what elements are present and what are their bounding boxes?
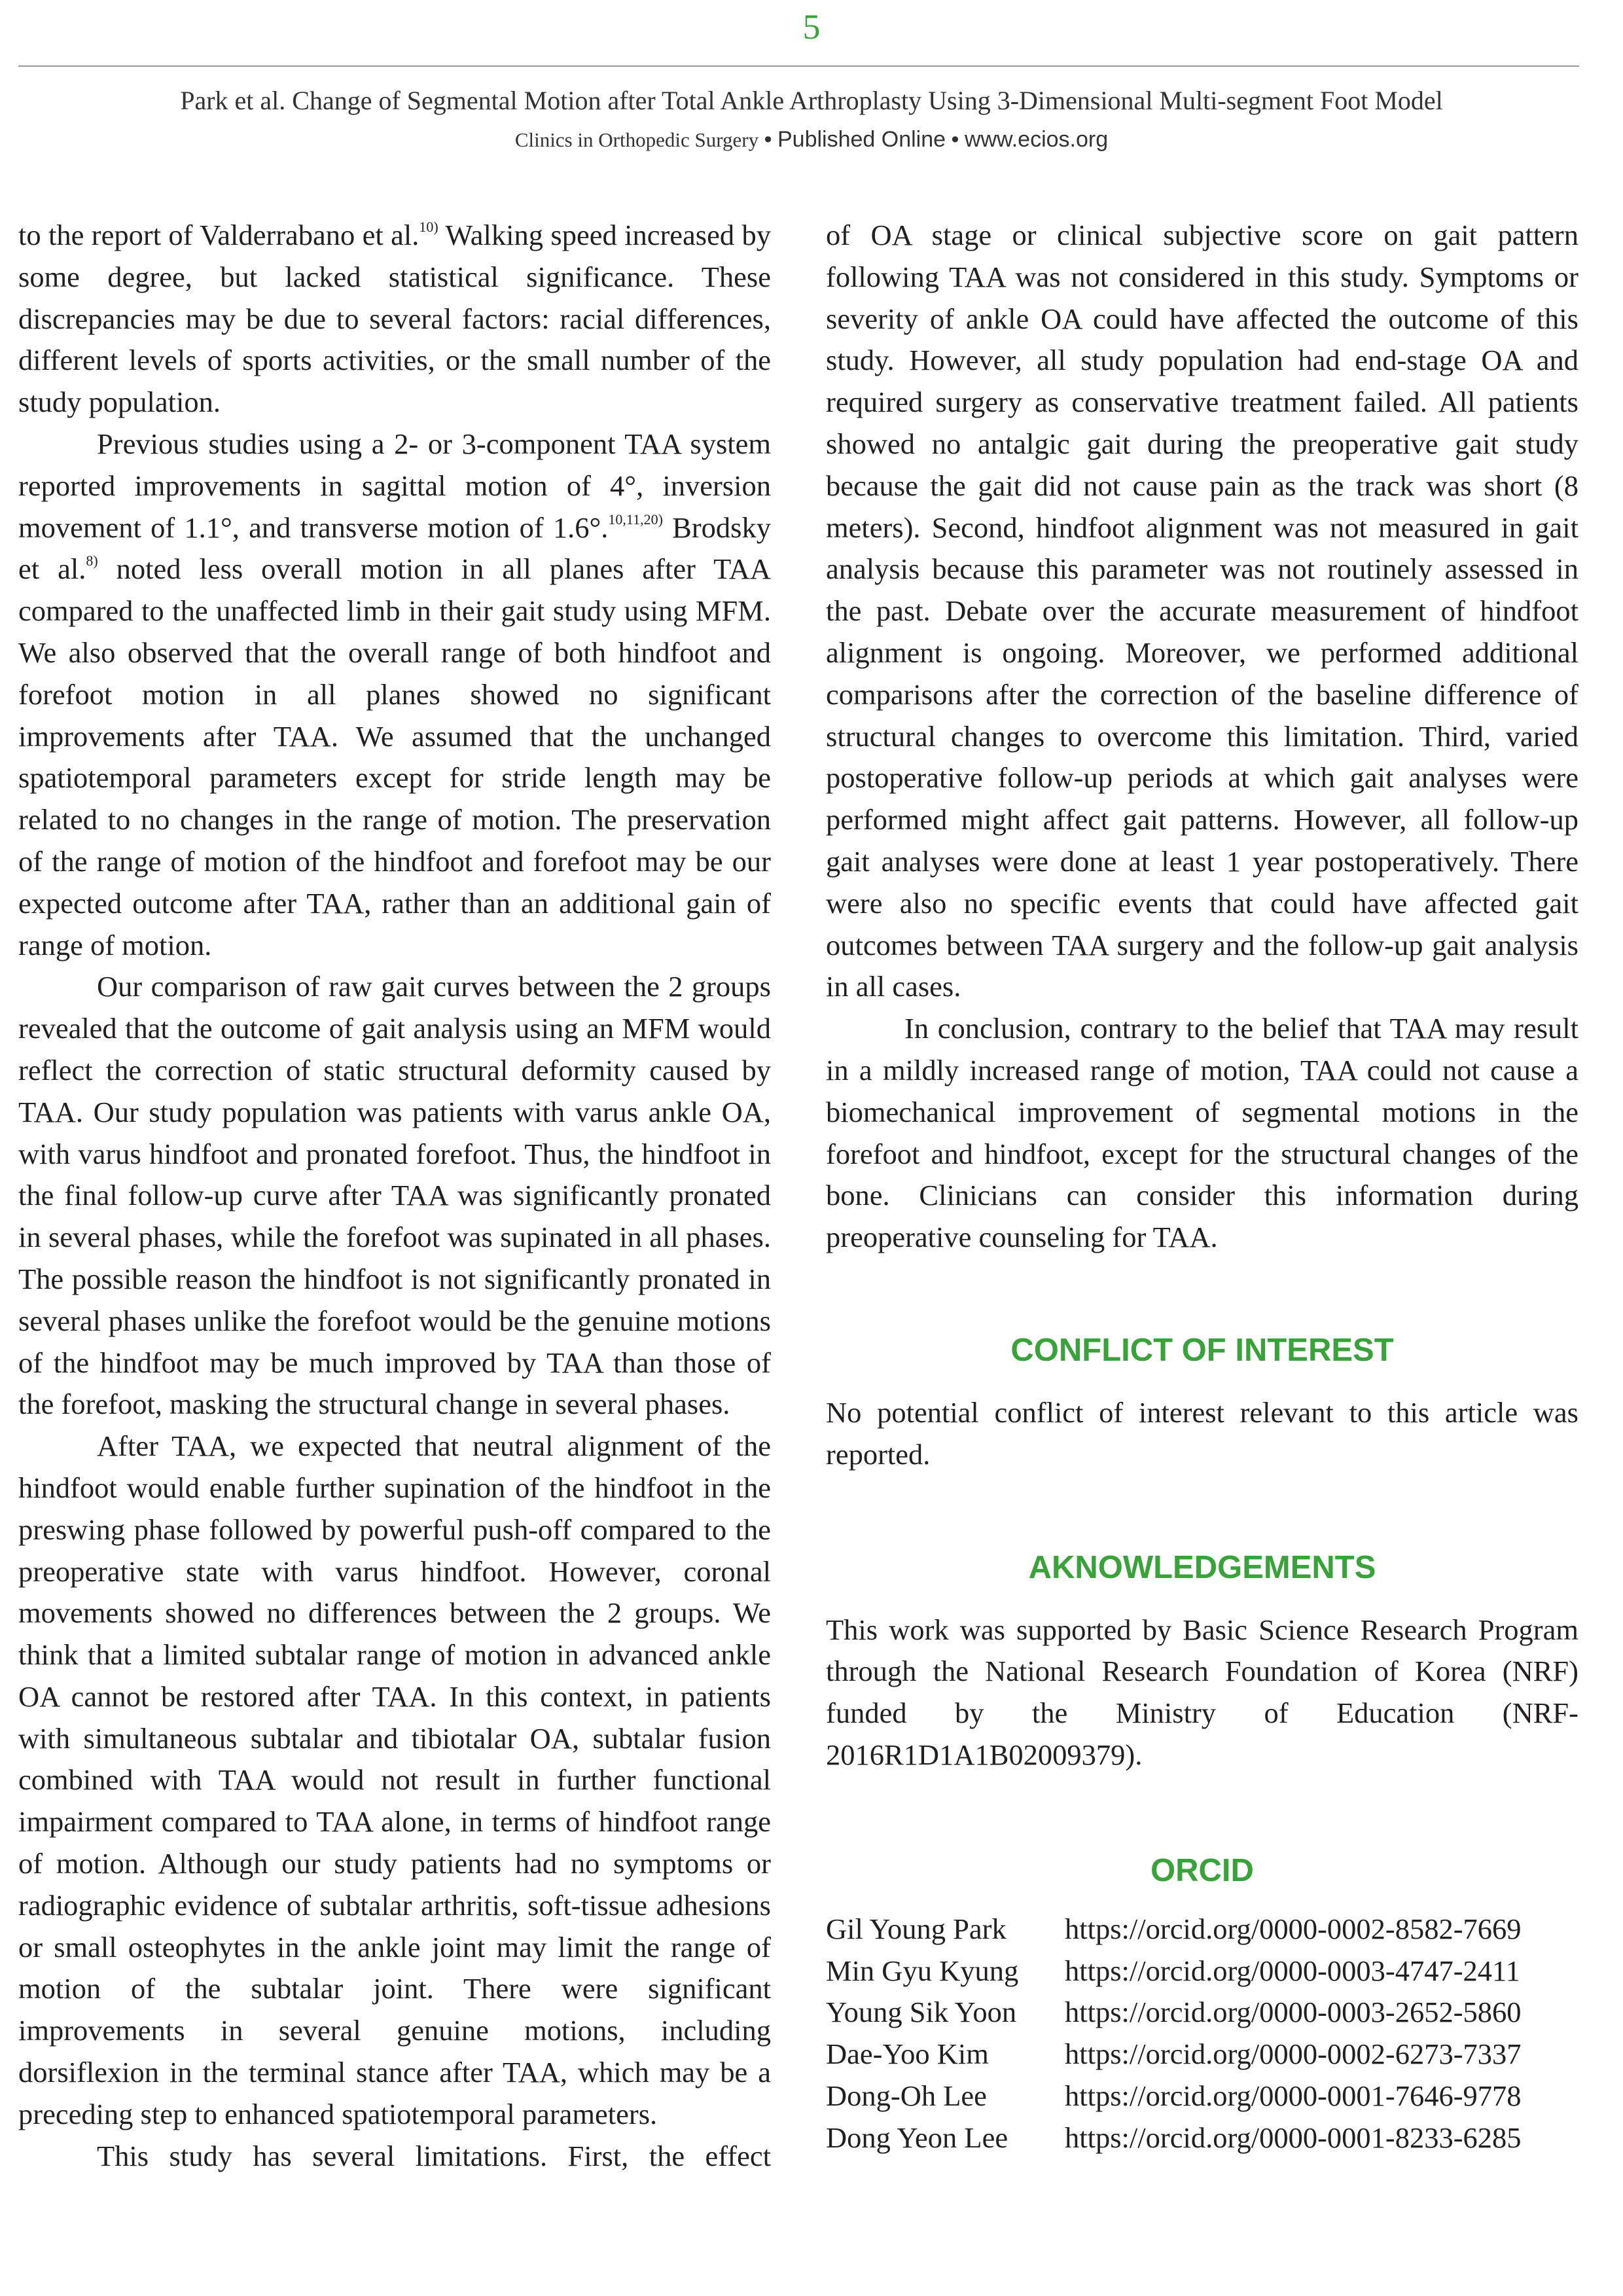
orcid-link[interactable]: https://orcid.org/0000-0002-8582-7669 (1065, 1912, 1522, 1945)
author-name: Dae-Yoo Kim (826, 2037, 989, 2071)
citation-ref[interactable]: 10,11,20) (608, 511, 663, 528)
orcid-url (1065, 1950, 1520, 1992)
orcid-list (826, 1909, 1578, 2159)
author-name: Gil Young Park (826, 1912, 1007, 1945)
orcid-entry (826, 1992, 1578, 2034)
acknowledgements-heading: AKNOWLEDGEMENTS (1028, 1549, 1376, 1585)
journal-line (0, 128, 1623, 152)
bullet-separator: • (764, 127, 772, 152)
orcid-entry (826, 2034, 1578, 2075)
paragraph-previous-studies (18, 423, 771, 966)
left-column (18, 215, 771, 2177)
citation-ref[interactable]: 10) (419, 219, 438, 235)
bullet-separator: • (951, 127, 959, 152)
orcid-url (1065, 2117, 1522, 2159)
header-divider (18, 65, 1579, 67)
orcid-link[interactable]: https://orcid.org/0000-0001-7646-9778 (1065, 2079, 1522, 2112)
citation-ref[interactable]: 8) (86, 552, 98, 569)
journal-name: Clinics in Orthopedic Surgery (514, 128, 759, 151)
orcid-entry (826, 2117, 1578, 2159)
text-run: to the report of Valderrabano et al. (18, 219, 419, 251)
text-run: Brodsky et al. (18, 511, 771, 586)
page-number: 5 (802, 7, 821, 46)
orcid-url (1065, 2034, 1522, 2075)
orcid-entry (826, 1950, 1578, 1992)
text-run: Previous studies using a 2- or 3-component TAA system reported improvements in sagittal motion of 4°, inversion movement of 1.1°, and transverse motion of 1.6°. (18, 427, 771, 544)
journal-website[interactable]: www.ecios.org (964, 127, 1109, 152)
paragraph-limitations-cont: of OA stage or clinical subjective score on gait pattern following TAA was not considered in this study. Symptoms or severity of ankle OA could have affected the outcome of this study. However, all study population had end-stage OA and required surgery as conservative treatment failed. All patients showed no antalgic gait during the preoperative gait study because the gait did not cause pain as the track was short (8 meters). Second, hindfoot alignment was not measured in gait analysis because this parameter was not routinely assessed in the past. Debate over the accurate measurement of hindfoot alignment is ongoing. Moreover, we performed additional comparisons after the correction of the baseline difference of structural changes to overcome this limitation. Third, varied postoperative follow-up periods at which gait analyses were performed might affect gait patterns. However, all follow-up gait analyses were done at least 1 year postoperatively. There were also no specific events that could have affected gait outcomes between TAA surgery and the follow-up gait analysis in all cases. (826, 219, 1578, 1003)
author-name: Min Gyu Kyung (826, 1954, 1019, 1987)
author-name: Dong Yeon Lee (826, 2121, 1008, 2154)
orcid-entry (826, 1909, 1578, 1950)
paragraph-limitations-start: This study has several limitations. First, the effect (97, 2139, 771, 2172)
conflict-of-interest-text: No potential conflict of interest relevant to this article was reported. (826, 1395, 1578, 1471)
orcid-url (1065, 2075, 1522, 2117)
paragraph-valderrabano (18, 215, 771, 423)
right-column (826, 215, 1578, 2159)
orcid-link[interactable]: https://orcid.org/0000-0003-4747-2411 (1065, 1954, 1520, 1987)
published-online-label: Published Online (777, 127, 946, 152)
orcid-link[interactable]: https://orcid.org/0000-0003-2652-5860 (1065, 1996, 1522, 2029)
orcid-heading: ORCID (1150, 1852, 1254, 1888)
acknowledgements-text: This work was supported by Basic Science Research Program through the National Research Foundation of Korea (NRF) funded by the Ministry of Education (NRF-2016R1D1A1B02009379). (826, 1613, 1578, 1771)
paragraph-after-taa: After TAA, we expected that neutral alignment of the hindfoot would enable further supination of the hindfoot in the preswing phase followed by powerful push-off compared to the preoperative state with varus hindfoot. However, coronal movements showed no differences between the 2 groups. We think that a limited subtalar range of motion in advanced ankle OA cannot be restored after TAA. In this context, in patients with simultaneous subtalar and tibiotalar OA, subtalar fusion combined with TAA would not result in further functional impairment compared to TAA alone, in terms of hindfoot range of motion. Although our study patients had no symptoms or radiographic evidence of subtalar arthritis, soft-tissue adhesions or small osteophytes in the ankle joint may limit the range of motion of the subtalar joint. There were significant improvements in several genuine motions, including dorsiflexion in the terminal stance after TAA, which may be a preceding step to enhanced spatiotemporal parameters. (18, 1429, 771, 2130)
text-run: Walking speed increased by some degree, but lacked statistical significance. These discrepancies may be due to several factors: racial differences, different levels of sports activities, or the small number of the study population. (18, 219, 772, 419)
paragraph-raw-gait-curves: Our comparison of raw gait curves between the 2 groups revealed that the outcome of gait analysis using an MFM would reflect the correction of static structural deformity caused by TAA. Our study population was patients with varus ankle OA, with varus hindfoot and pronated forefoot. Thus, the hindfoot in the final follow-up curve after TAA was significantly pronated in several phases, while the forefoot was supinated in all phases. The possible reason the hindfoot is not significantly pronated in several phases unlike the forefoot would be the genuine motions of the hindfoot may be much improved by TAA than those of the forefoot, masking the structural change in several phases. (18, 970, 771, 1421)
orcid-url (1065, 1992, 1522, 2034)
author-name: Young Sik Yoon (826, 1996, 1017, 2029)
running-title: Park et al. Change of Segmental Motion after Total Ankle Arthroplasty Using 3-Dimensional Multi-segment Foot Model (180, 86, 1443, 115)
paragraph-conclusion: In conclusion, contrary to the belief that TAA may result in a mildly increased range of motion, TAA could not cause a biomechanical improvement of segmental motions in the forefoot and hindfoot, except for the structural changes of the bone. Clinicians can consider this information during preoperative counseling for TAA. (826, 1012, 1578, 1254)
conflict-of-interest-heading: CONFLICT OF INTEREST (1010, 1332, 1394, 1368)
orcid-link[interactable]: https://orcid.org/0000-0001-8233-6285 (1065, 2121, 1522, 2154)
orcid-entry (826, 2075, 1578, 2117)
text-run: noted less overall motion in all planes after TAA compared to the unaffected limb in their gait study using MFM. We also observed that the overall range of both hindfoot and forefoot motion in all planes showed no significant improvements after TAA. We assumed that the unchanged spatiotemporal parameters except for stride length may be related to no changes in the range of motion. The preservation of the range of motion of the hindfoot and forefoot may be our expected outcome after TAA, rather than an additional gain of range of motion. (18, 552, 771, 961)
author-name: Dong-Oh Lee (826, 2079, 987, 2112)
orcid-url (1065, 1909, 1522, 1950)
orcid-link[interactable]: https://orcid.org/0000-0002-6273-7337 (1065, 2037, 1522, 2071)
